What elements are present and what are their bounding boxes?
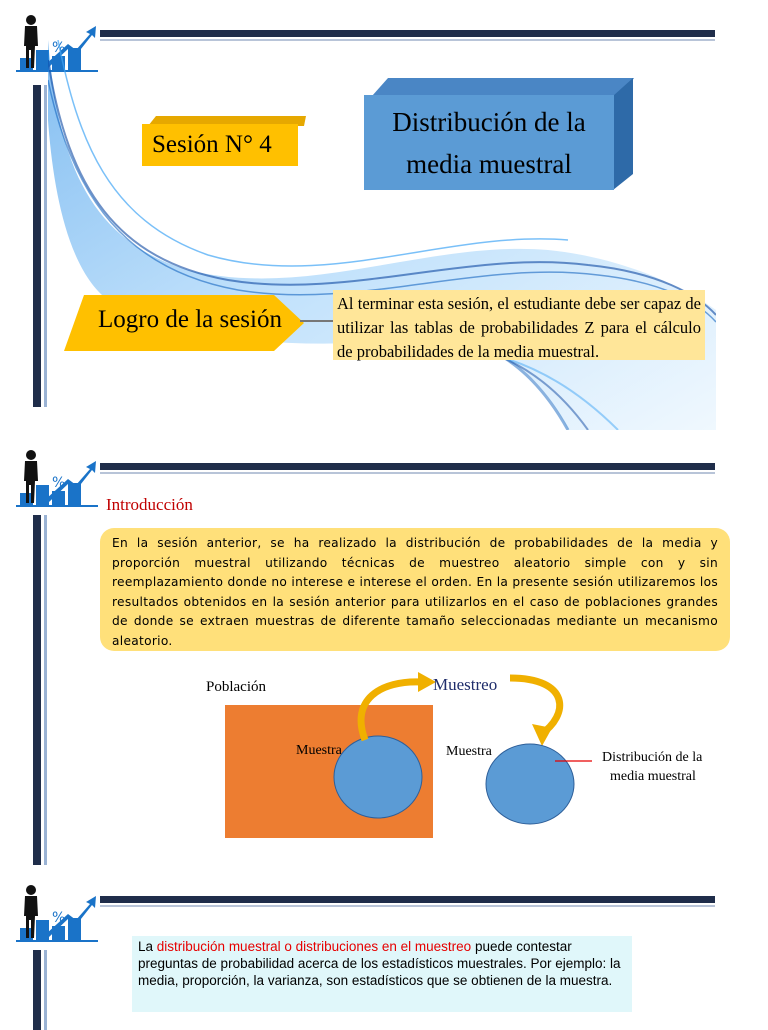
definition-highlight: distribución muestral o distribuciones en el muestreo	[156, 939, 472, 954]
top-bar	[100, 30, 715, 37]
side-bar-accent	[44, 950, 47, 1030]
side-bar	[33, 85, 41, 407]
top-bar-accent	[100, 472, 715, 474]
slide-2	[0, 445, 768, 865]
muestra-label-1: Muestra	[296, 743, 342, 758]
dist-label-line-1: Distribución de la	[602, 750, 703, 765]
definition-suffix: puede contestar preguntas de probabilidad acerca de los estadísticos muestrales. Por ejemplo: la media, proporción, la varianza, son estadísticos que se obtienen de la muestra.	[138, 939, 621, 988]
side-bar	[33, 515, 41, 865]
dist-label-line-2: media muestral	[610, 769, 696, 784]
top-bar	[100, 463, 715, 470]
logro-label: Logro de la sesión	[98, 306, 282, 333]
title-line-2: media muestral	[406, 149, 572, 179]
sampling-diagram	[190, 660, 730, 860]
muestra-label-2: Muestra	[446, 744, 492, 759]
sample-ellipse-2	[486, 744, 574, 824]
intro-text: En la sesión anterior, se ha realizado la distribución de probabilidades de la media y proporción muestral utilizando técnicas de muestreo aleatorio simple con y sin reemplazamiento donde no interese e interese el orden. En la presente sesión utilizaremos los resultados obtenidos en la sesión anterior para utilizarlos en el caso de poblaciones grandes de donde se extraen muestras de diferente tamaño seleccionadas mediante un mecanismo aleatorio.	[100, 528, 730, 651]
session-label: Sesión N° 4	[142, 124, 298, 166]
section-heading: Introducción	[106, 495, 193, 514]
top-bar-accent	[100, 905, 715, 907]
title-box-side-face	[613, 78, 635, 190]
slide-1	[0, 0, 768, 430]
slide-3	[0, 880, 768, 1024]
poblacion-label: Población	[206, 679, 266, 695]
connector-line	[300, 320, 334, 322]
side-bar-accent	[44, 515, 47, 865]
side-bar-accent	[44, 85, 47, 407]
sample-ellipse-1	[334, 736, 422, 818]
muestreo-label: Muestreo	[433, 675, 498, 694]
top-bar	[100, 896, 715, 903]
goal-text: Al terminar esta sesión, el estudiante debe ser capaz de utilizar las tablas de probabilidades Z para el cálculo de probabilidades de la media muestral.	[333, 290, 705, 360]
businessman-chart-logo-icon	[16, 449, 98, 519]
title-line-1: Distribución de la	[392, 107, 586, 137]
definition-text	[132, 936, 632, 1012]
definition-prefix: La	[138, 939, 157, 954]
title-box-top-face	[372, 78, 634, 96]
slide-title	[364, 95, 614, 190]
side-bar	[33, 950, 41, 1030]
businessman-chart-logo-icon	[16, 884, 98, 954]
